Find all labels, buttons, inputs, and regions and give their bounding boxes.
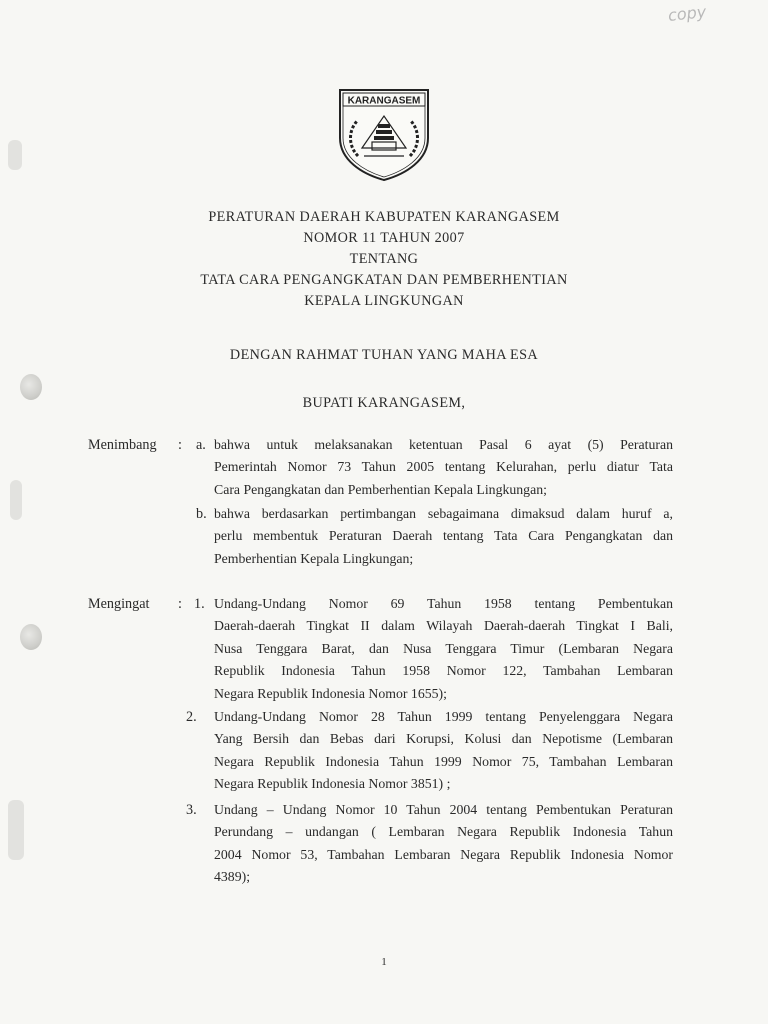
text-line: Republik Indonesia Tahun 1958 Nomor 122, Tambahan Lembaran [214,663,673,679]
punch-hole-bottom [20,624,42,650]
text-line: Undang-Undang Nomor 69 Tahun 1958 tentang Pembentukan [214,596,673,611]
text-line: Perundang – undangan ( Lembaran Negara Republik Indonesia Tahun [214,824,673,840]
text-line: Undang – Undang Nomor 10 Tahun 2004 tentang Pembentukan Peraturan [214,802,673,817]
menimbang-item-a [214,434,673,501]
heading-number: NOMOR 11 TAHUN 2007 [303,230,465,246]
heading-tentang: TENTANG [349,251,419,267]
karangasem-emblem-icon [334,86,434,182]
menimbang-label: Menimbang [88,437,157,453]
text-line: bahwa untuk melaksanakan ketentuan Pasal 6 ayat (5) Peraturan [214,437,673,452]
mengingat-item-1 [214,593,673,705]
text-line: perlu membentuk Peraturan Daerah tentang Tata Cara Pengangkatan dan [214,528,673,544]
text-line: Yang Bersih dan Bebas dari Korupsi, Kolusi dan Nepotisme (Lembaran [214,731,673,747]
scan-smudge [8,800,24,860]
menimbang-marker-b: b. [196,506,207,522]
text-line: Pemerintah Nomor 73 Tahun 2005 tentang Kelurahan, perlu diatur Tata [214,459,673,475]
mengingat-marker-3: 3. [186,802,197,818]
emblem-banner-text: KARANGASEM [347,95,421,107]
text-line: Negara Republik Indonesia Nomor 3851) ; [214,776,451,792]
text-line: 4389); [214,869,251,885]
scan-smudge [8,140,22,170]
text-line: bahwa berdasarkan pertimbangan sebagaimana dimaksud dalam huruf a, [214,506,673,521]
text-line: Negara Republik Indonesia Tahun 1999 Nomor 75, Tambahan Lembaran [214,753,673,769]
mengingat-marker-1: 1. [194,596,205,612]
menimbang-colon: : [178,437,182,453]
mengingat-colon: : [178,596,182,612]
regulation-heading [0,207,768,312]
page-number: 1 [381,956,387,968]
text-line: 2004 Nomor 53, Tambahan Lembaran Negara Republik Indonesia Nomor [214,846,673,862]
mengingat-marker-2: 2. [186,709,197,725]
preamble-bupati: BUPATI KARANGASEM, [302,395,466,411]
heading-title: PERATURAN DAERAH KABUPATEN KARANGASEM [208,209,560,225]
text-line: Pemberhentian Kepala Lingkungan; [214,550,414,566]
text-line: Cara Pengangkatan dan Pemberhentian Kepala Lingkungan; [214,481,547,497]
text-line: Nusa Tenggara Barat, dan Nusa Tenggara Timur (Lembaran Negara [214,640,673,656]
menimbang-marker-a: a. [196,437,206,453]
mengingat-item-2 [214,706,673,796]
menimbang-item-b [214,503,673,570]
mengingat-item-3 [214,799,673,889]
heading-subject-line2: KEPALA LINGKUNGAN [304,293,464,309]
mengingat-label: Mengingat [88,596,150,612]
text-line: Negara Republik Indonesia Nomor 1655); [214,685,447,701]
preamble-rahmat: DENGAN RAHMAT TUHAN YANG MAHA ESA [229,347,539,363]
handwritten-copy-note: copy [667,2,708,25]
text-line: Daerah-daerah Tingkat II dalam Wilayah Daerah-daerah Tingkat I Bali, [214,618,673,634]
text-line: Undang-Undang Nomor 28 Tahun 1999 tentang Penyelenggara Negara [214,709,673,724]
heading-subject-line1: TATA CARA PENGANGKATAN DAN PEMBERHENTIAN [200,272,568,288]
scan-smudge [10,480,22,520]
